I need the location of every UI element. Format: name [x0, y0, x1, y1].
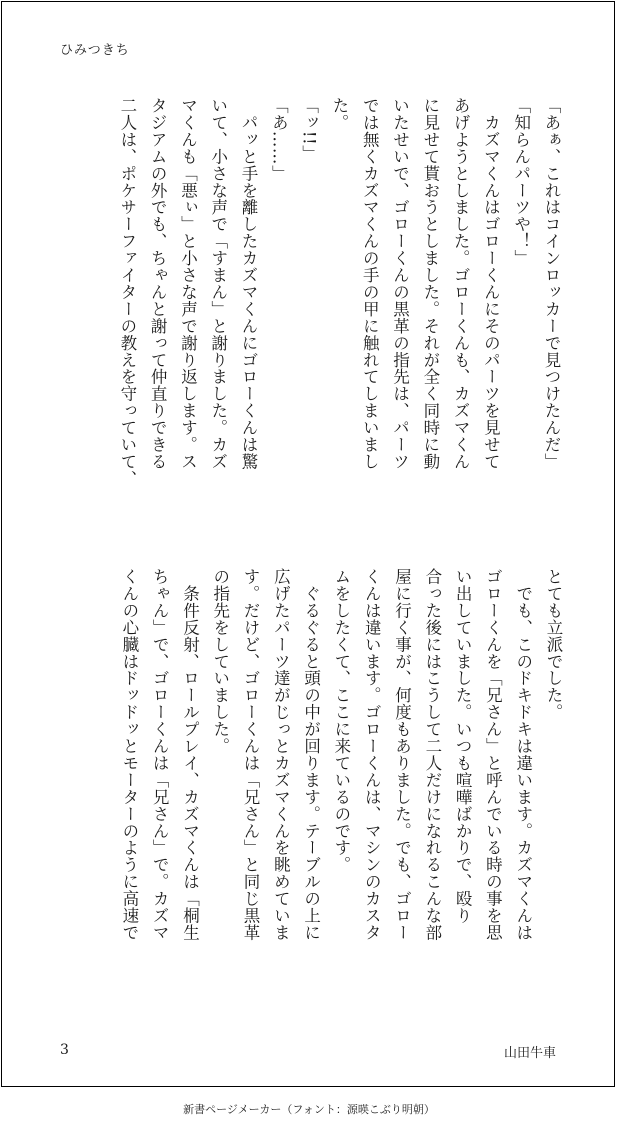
- lower-text-block: [114, 568, 568, 1008]
- text-line: いたせいで、ゴローくんの黒革の指先は、パーツ: [390, 97, 410, 470]
- text-line: マくんも「悪ぃ」と小さな声で謝り返します。ス: [178, 97, 198, 470]
- generator-caption: 新書ページメーカー（フォント：源暎こぶり明朝）: [183, 1103, 435, 1116]
- page-header-title: ひみつきち: [60, 43, 130, 58]
- text-line: い出していました。いつも喧嘩ばかりで、殴り: [453, 568, 473, 924]
- text-line: 広げたパーツ達がじっとカズマくんを眺めていま: [271, 568, 291, 941]
- text-line: とても立派でした。: [544, 568, 563, 721]
- text-line: 屋に行く事が、何度もありました。でも、ゴロー: [392, 568, 412, 941]
- text-line: 条件反射、ロールプレイ、カズマくんは「桐生: [180, 568, 200, 941]
- text-line: た。: [329, 97, 349, 131]
- text-line: でも、このドキドキは違います。カズマくんは: [513, 568, 533, 941]
- text-line: あげようとしました。ゴローくんも、カズマくん: [451, 97, 471, 470]
- text-line: パッと手を離したカズマくんにゴローくんは驚: [239, 97, 259, 470]
- text-line: いて、小さな声で「すまん」と謝りました。カズ: [208, 97, 228, 470]
- text-line: くんは違います。ゴローくんは、マシンのカスタ: [362, 568, 382, 941]
- text-line: くんの心臓はドッドッとモーターのように高速で: [119, 568, 139, 941]
- text-line: ぐるぐると頭の中が回ります。テーブルの上に: [301, 568, 321, 941]
- text-line: に見せて貰おうとしました。それが全く同時に動: [420, 97, 440, 470]
- upper-text-block: [112, 97, 566, 537]
- text-line: ゴローくんを「兄さん」と呼んでいる時の事を思: [483, 568, 503, 941]
- text-line: では無くカズマくんの手の甲に触れてしまいまし: [360, 97, 380, 470]
- author-name: 山田牛車: [503, 1046, 556, 1061]
- text-line: の指先をしていました。: [210, 568, 230, 755]
- text-line: す。だけど、ゴローくんは「兄さん」と同じ黒革: [241, 568, 261, 941]
- text-line: 「知らんパーツや！」: [511, 97, 531, 267]
- text-line: 二人は、ポケサーファイターの教えを守っていて、: [117, 97, 137, 487]
- text-line: 「あ……」: [269, 97, 289, 182]
- page-number: 3: [60, 1042, 69, 1058]
- text-line: 合った後にはこうして二人だけになれるこんな部: [422, 568, 442, 941]
- text-line: カズマくんはゴローくんにそのパーツを見せて: [481, 97, 501, 470]
- text-line: 「ッ!!」: [299, 97, 319, 163]
- book-page: [1, 1, 615, 1087]
- text-line: タジアムの外でも、ちゃんと謝って仲直りできる: [148, 97, 168, 470]
- text-line: 「あぁ、これはコインロッカーで見つけたんだ」: [542, 97, 561, 470]
- text-line: ちゃん」で、ゴローくんは「兄さん」で。カズマ: [150, 568, 170, 941]
- text-line: ムをしたくて、ここに来ているのです。: [331, 568, 351, 874]
